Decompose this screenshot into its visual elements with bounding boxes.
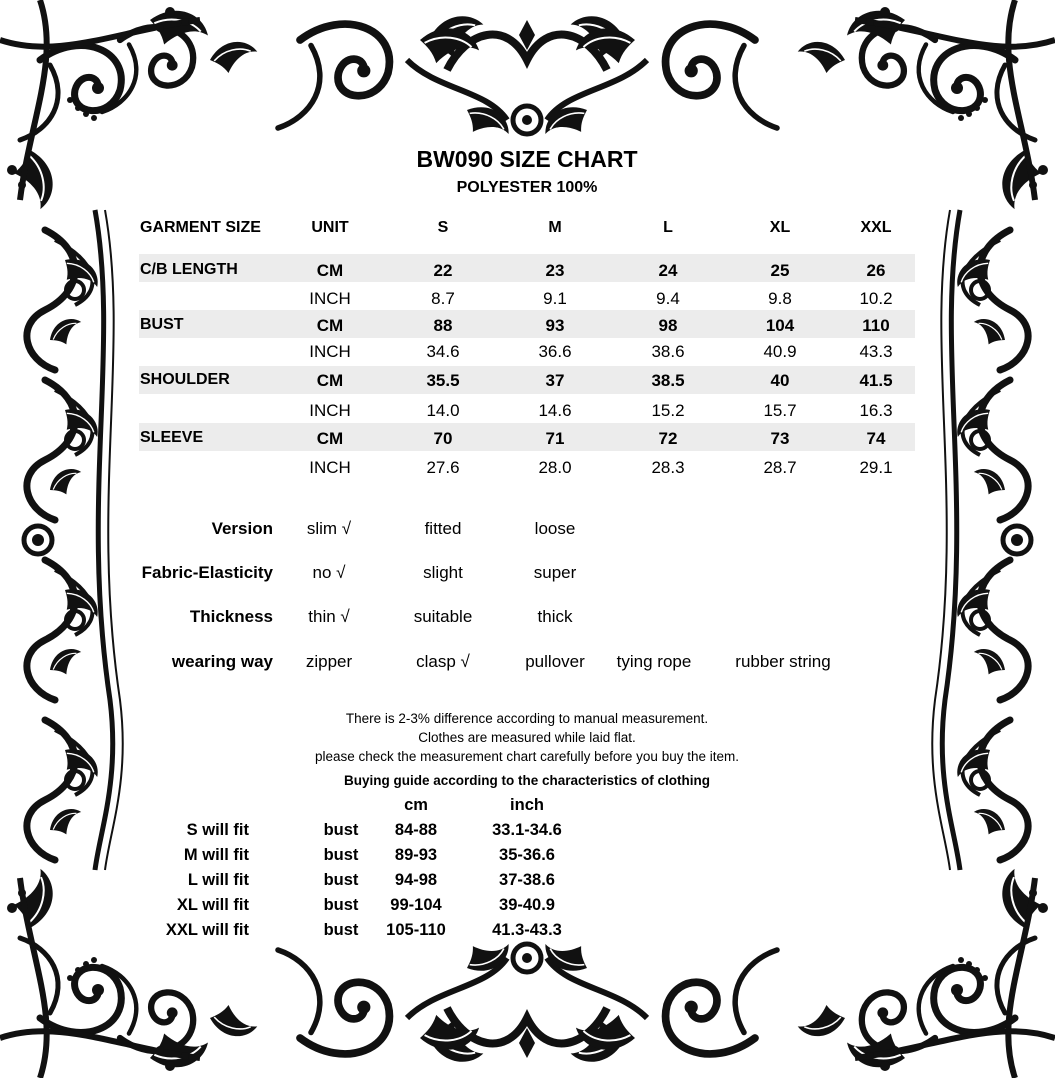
row-unit: INCH xyxy=(309,342,351,361)
row-unit: INCH xyxy=(309,289,351,308)
note-line: Clothes are measured while laid flat. xyxy=(418,730,636,745)
row-shade xyxy=(139,423,915,451)
table-cell: 40.9 xyxy=(763,342,797,361)
attribute-option: slight xyxy=(423,563,463,582)
table-cell: 8.7 xyxy=(431,289,455,308)
row-unit: CM xyxy=(316,429,344,448)
guide-part: bust xyxy=(323,821,359,839)
table-cell: 71 xyxy=(545,429,565,448)
table-cell: 104 xyxy=(765,316,795,335)
table-cell: 14.0 xyxy=(426,401,460,420)
guide-col-cm: cm xyxy=(404,796,428,814)
row-label: SLEEVE xyxy=(140,429,204,446)
attribute-option: zipper xyxy=(305,652,353,671)
row-label: C/B LENGTH xyxy=(140,261,238,278)
table-cell: 9.1 xyxy=(543,289,567,308)
guide-inch: 35-36.6 xyxy=(499,846,555,864)
table-cell: 93 xyxy=(545,316,565,335)
header-unit: UNIT xyxy=(311,219,349,236)
table-cell: 15.2 xyxy=(651,401,685,420)
row-shade xyxy=(139,254,915,282)
table-cell: 41.5 xyxy=(859,371,893,390)
attribute-option: thin √ xyxy=(308,607,350,626)
table-cell: 28.0 xyxy=(538,458,572,477)
guide-inch: 41.3-43.3 xyxy=(492,921,562,939)
table-cell: 72 xyxy=(658,429,678,448)
table-cell: 9.4 xyxy=(656,289,680,308)
header-size-xxl: XXL xyxy=(860,219,892,236)
attribute-option: clasp √ xyxy=(416,652,470,671)
table-cell: 40 xyxy=(770,371,790,390)
header-size-l: L xyxy=(663,219,673,236)
row-unit: CM xyxy=(316,316,344,335)
guide-size: L will fit xyxy=(187,871,249,889)
guide-col-inch: inch xyxy=(510,796,544,814)
table-cell: 73 xyxy=(770,429,790,448)
attribute-option: thick xyxy=(537,607,573,626)
table-cell: 74 xyxy=(866,429,886,448)
table-cell: 9.8 xyxy=(768,289,792,308)
row-unit: CM xyxy=(316,261,344,280)
guide-title: Buying guide according to the characteristics of clothing xyxy=(343,773,711,788)
header-garment-size: GARMENT SIZE xyxy=(140,219,261,236)
guide-size: S will fit xyxy=(186,821,249,839)
attribute-option: rubber string xyxy=(735,652,831,671)
table-cell: 88 xyxy=(433,316,453,335)
guide-part: bust xyxy=(323,896,359,914)
row-unit: INCH xyxy=(309,401,351,420)
table-cell: 34.6 xyxy=(426,342,460,361)
guide-size: M will fit xyxy=(183,846,249,864)
page-subtitle: POLYESTER 100% xyxy=(456,179,598,196)
table-cell: 70 xyxy=(433,429,453,448)
row-shade xyxy=(139,366,915,394)
guide-cm: 89-93 xyxy=(394,846,438,864)
attribute-option: pullover xyxy=(525,652,585,671)
guide-inch: 33.1-34.6 xyxy=(492,821,562,839)
attribute-option: no √ xyxy=(312,563,346,582)
guide-part: bust xyxy=(323,846,359,864)
attribute-option: super xyxy=(533,563,577,582)
header-size-s: S xyxy=(437,219,449,236)
table-cell: 22 xyxy=(433,261,453,280)
table-cell: 38.6 xyxy=(651,342,685,361)
guide-inch: 39-40.9 xyxy=(499,896,555,914)
page-title: BW090 SIZE CHART xyxy=(416,146,638,172)
note-line: please check the measurement chart carefully before you buy the item. xyxy=(315,749,739,764)
row-label: BUST xyxy=(140,316,184,333)
guide-size: XL will fit xyxy=(176,896,249,914)
table-cell: 16.3 xyxy=(859,401,893,420)
guide-part: bust xyxy=(323,921,359,939)
row-unit: CM xyxy=(316,371,344,390)
header-size-m: M xyxy=(548,219,562,236)
row-unit: INCH xyxy=(309,458,351,477)
table-cell: 24 xyxy=(658,261,678,280)
guide-cm: 84-88 xyxy=(394,821,438,839)
table-cell: 98 xyxy=(658,316,678,335)
table-cell: 38.5 xyxy=(651,371,685,390)
guide-part: bust xyxy=(323,871,359,889)
table-cell: 35.5 xyxy=(426,371,460,390)
attribute-option: suitable xyxy=(413,607,473,626)
table-cell: 43.3 xyxy=(859,342,893,361)
attribute-option: tying rope xyxy=(616,652,692,671)
guide-size: XXL will fit xyxy=(165,921,249,939)
attribute-label: wearing way xyxy=(171,652,273,671)
note-line: There is 2-3% difference according to manual measurement. xyxy=(345,711,709,726)
attribute-option: slim √ xyxy=(306,519,352,538)
attribute-option: fitted xyxy=(424,519,462,538)
attribute-label: Thickness xyxy=(189,607,273,626)
table-cell: 14.6 xyxy=(538,401,572,420)
table-cell: 26 xyxy=(866,261,886,280)
table-cell: 15.7 xyxy=(763,401,797,420)
table-cell: 28.3 xyxy=(651,458,685,477)
table-cell: 29.1 xyxy=(859,458,893,477)
guide-cm: 94-98 xyxy=(394,871,438,889)
table-cell: 10.2 xyxy=(859,289,893,308)
header-size-xl: XL xyxy=(769,219,791,236)
guide-inch: 37-38.6 xyxy=(499,871,555,889)
attribute-option: loose xyxy=(534,519,576,538)
table-cell: 23 xyxy=(545,261,565,280)
table-cell: 28.7 xyxy=(763,458,797,477)
row-label: SHOULDER xyxy=(140,371,230,388)
guide-cm: 105-110 xyxy=(386,921,446,939)
table-cell: 25 xyxy=(770,261,790,280)
attribute-label: Version xyxy=(211,519,273,538)
table-cell: 110 xyxy=(862,316,890,335)
row-shade xyxy=(139,310,915,338)
attribute-label: Fabric-Elasticity xyxy=(141,563,273,582)
table-cell: 37 xyxy=(545,371,565,390)
table-cell: 36.6 xyxy=(538,342,572,361)
table-cell: 27.6 xyxy=(426,458,460,477)
guide-cm: 99-104 xyxy=(390,896,442,914)
